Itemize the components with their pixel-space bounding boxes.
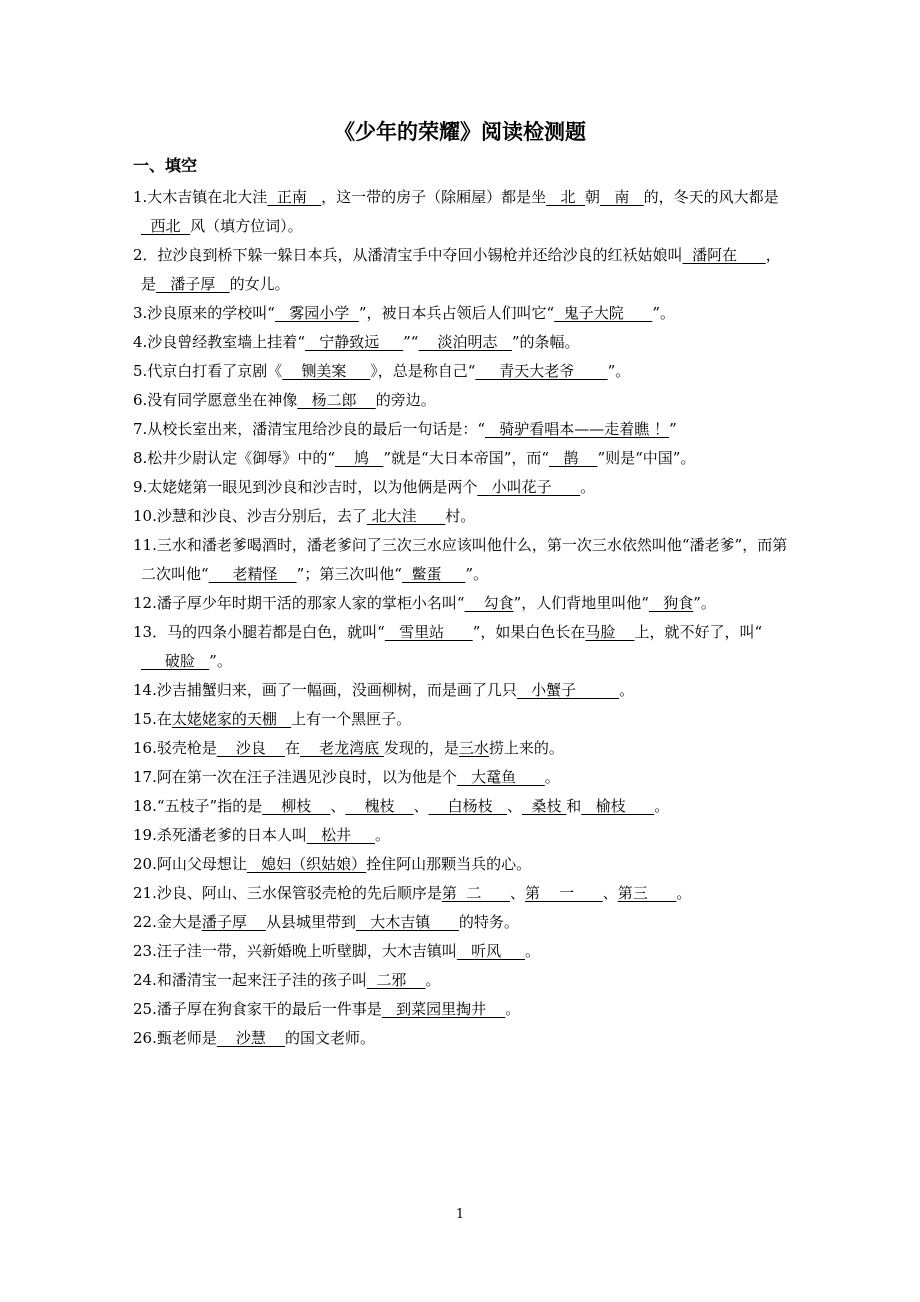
question-text: ”。 <box>209 652 232 670</box>
question-text: 3.沙良原来的学校叫“ <box>133 304 275 322</box>
answer-blank: 潘子厚 <box>156 275 230 293</box>
question-text: 26.甄老师是 <box>133 1029 217 1047</box>
question-text: 的女儿。 <box>229 275 290 293</box>
question-item <box>133 908 793 937</box>
question-text: ”，被日本兵占领后人们叫它“ <box>358 304 555 322</box>
answer-blank: 宁静致远 <box>304 333 404 351</box>
question-item <box>133 502 793 531</box>
question-item <box>133 821 793 850</box>
answer-blank: 杨二郎 <box>297 391 376 409</box>
question-text: 24.和潘清宝一起来汪子洼的孩子叫 <box>133 971 367 989</box>
question-text: 8.松井少尉认定《御辱》中的“ <box>133 449 335 467</box>
answer-blank: 柳枝 <box>262 797 331 815</box>
answer-blank: 大鼋鱼 <box>456 768 545 786</box>
question-text: ，这一带的房子（除厢屋）都是坐 <box>321 188 547 206</box>
answer-blank: 雪里站 <box>384 623 473 641</box>
answer-blank: 沙慧 <box>216 1029 286 1047</box>
question-text: 11.三水和潘老爹喝酒时，潘老爹问了三次三水应该叫他什么，第一次三水依然叫他“潘老爹”，而第二次叫他“ <box>133 536 788 583</box>
question-text: 拴住阿山那颗当兵的心。 <box>366 855 532 873</box>
answer-blank: 沙良 <box>216 739 286 757</box>
question-item <box>133 734 793 763</box>
question-text: 10.沙慧和沙良、沙吉分别后，去了 <box>133 507 367 525</box>
question-text: 。 <box>676 884 692 902</box>
question-text: 上有一个黑匣子。 <box>291 710 412 728</box>
answer-blank: 勾食 <box>464 594 514 612</box>
question-text: ”，如果白色长在 <box>472 623 586 641</box>
answer-blank: 第 一 <box>525 884 603 902</box>
question-text: 、 <box>330 797 346 815</box>
question-text: 上，就不好了，叫“ <box>634 623 763 641</box>
question-item <box>133 879 793 908</box>
question-item <box>133 589 793 618</box>
answer-blank: 雾园小学 <box>274 304 359 322</box>
question-text: ”就是“大日本帝国”，而“ <box>383 449 550 467</box>
answer-blank: 鬼子大院 <box>554 304 653 322</box>
question-text: 、 <box>602 884 618 902</box>
question-item <box>133 241 793 299</box>
question-text: ”，人们背地里叫他“ <box>513 594 649 612</box>
question-text: 13．马的四条小腿若都是白色，就叫“ <box>133 623 385 641</box>
question-item <box>133 357 793 386</box>
answer-blank: 南 <box>600 188 644 206</box>
answer-blank: 青天大老爷 <box>475 362 608 380</box>
question-text: 朝 <box>585 188 601 206</box>
question-text: 18.“五枝子”指的是 <box>133 797 263 815</box>
answer-blank: 榆枝 <box>581 797 655 815</box>
question-text: 捞上来的。 <box>488 739 564 757</box>
question-text: 在 <box>285 739 301 757</box>
answer-blank: 二邪 <box>366 971 426 989</box>
question-text: 2．拉沙良到桥下躲一躲日本兵，从潘清宝手中夺回小锡枪并还给沙良的红袄姑娘叫 <box>133 246 683 264</box>
answer-blank: 正南 <box>267 188 322 206</box>
answer-blank: 马脸 <box>585 623 635 641</box>
question-text: 的国文老师。 <box>285 1029 376 1047</box>
question-text: 12.潘子厚少年时期干活的那家人家的掌柜小名叫“ <box>133 594 465 612</box>
question-item <box>133 183 793 241</box>
answer-blank: 桑枝 <box>521 797 567 815</box>
question-item <box>133 966 793 995</box>
question-text: 风（填方位词）。 <box>190 217 303 235</box>
answer-blank: 第 二 <box>441 884 511 902</box>
question-text: 16.驳壳枪是 <box>133 739 217 757</box>
answer-blank: 三水 <box>458 739 489 757</box>
question-text: 的旁边。 <box>375 391 436 409</box>
section-heading: 一、填空 <box>133 156 198 175</box>
answer-blank: 骑驴看唱本——走着瞧 ！ <box>484 420 670 438</box>
question-text: 1.大木吉镇在北大洼 <box>133 188 268 206</box>
answer-blank: 老精怪 <box>208 565 297 583</box>
question-list <box>133 183 793 1053</box>
question-text: 的特务。 <box>458 913 519 931</box>
question-text: ，是 <box>141 246 781 293</box>
question-item <box>133 676 793 705</box>
question-text: 。 <box>544 768 560 786</box>
question-text: 从县城里带到 <box>265 913 356 931</box>
question-item <box>133 763 793 792</box>
answer-blank: 淡泊明志 <box>418 333 512 351</box>
question-text: 发现的，是 <box>383 739 459 757</box>
question-item <box>133 531 793 589</box>
answer-blank: 大木吉镇 <box>355 913 459 931</box>
question-text: ”。 <box>693 594 716 612</box>
question-text: 20.阿山父母想让 <box>133 855 247 873</box>
question-text: ” <box>669 420 677 438</box>
question-item <box>133 386 793 415</box>
question-item <box>133 299 793 328</box>
question-text: ”。 <box>652 304 675 322</box>
question-text: 22.金大是 <box>133 913 202 931</box>
document-title: 《少年的荣耀》阅读检测题 <box>334 120 586 144</box>
question-item <box>133 792 793 821</box>
answer-blank: 破脸 <box>141 652 210 670</box>
question-text: 6.没有同学愿意坐在神像 <box>133 391 298 409</box>
question-text: ”。 <box>465 565 488 583</box>
answer-blank: 槐枝 <box>345 797 414 815</box>
question-item <box>133 618 793 676</box>
question-text: 。 <box>425 971 441 989</box>
question-text: 15.在 <box>133 710 172 728</box>
answer-blank: 听风 <box>456 942 526 960</box>
question-item <box>133 995 793 1024</box>
question-item <box>133 1024 793 1053</box>
question-text: 。 <box>654 797 670 815</box>
question-text: 4.沙良曾经教室墙上挂着“ <box>133 333 305 351</box>
answer-blank: 老龙湾底 <box>300 739 384 757</box>
question-text: 、 <box>510 884 526 902</box>
question-text: 、 <box>506 797 522 815</box>
question-text: ”“ <box>403 333 419 351</box>
answer-blank: 松井 <box>306 826 376 844</box>
answer-blank: 鸠 <box>334 449 384 467</box>
answer-blank: 狗食 <box>648 594 694 612</box>
question-text: ”则是“中国”。 <box>597 449 696 467</box>
question-item <box>133 850 793 879</box>
answer-blank: 北 <box>546 188 586 206</box>
answer-blank: 北大洼 <box>366 507 446 525</box>
page-number: 1 <box>455 1207 465 1222</box>
answer-blank: 潘子厚 <box>201 913 266 931</box>
question-text: 、 <box>413 797 429 815</box>
answer-blank: 太姥姥家的天棚 <box>171 710 292 728</box>
question-item <box>133 415 793 444</box>
question-text: ”的条幅。 <box>511 333 580 351</box>
question-item <box>133 444 793 473</box>
question-text: 5.代京白打看了京剧《 <box>133 362 283 380</box>
answer-blank: 小叫花子 <box>477 478 581 496</box>
question-text: ”；第三次叫他“ <box>296 565 402 583</box>
question-text: 19.杀死潘老爹的日本人叫 <box>133 826 307 844</box>
answer-blank: 小蟹子 <box>516 681 620 699</box>
question-text: 的，冬天的风大都是 <box>643 188 779 206</box>
question-item <box>133 705 793 734</box>
question-item <box>133 473 793 502</box>
answer-blank: 潘阿在 <box>682 246 766 264</box>
question-text: 21.沙良、阿山、三水保管驳壳枪的先后顺序是 <box>133 884 442 902</box>
question-item <box>133 328 793 357</box>
question-text: 和 <box>566 797 582 815</box>
question-text: ”。 <box>607 362 631 380</box>
question-text: 23.汪子洼一带，兴新婚晚上听壁脚，大木吉镇叫 <box>133 942 457 960</box>
question-text: 村。 <box>445 507 476 525</box>
answer-blank: 到菜园里掏井 <box>381 1000 506 1018</box>
answer-blank: 白杨枝 <box>428 797 507 815</box>
question-text: 。 <box>505 1000 521 1018</box>
answer-blank: 第三 <box>617 884 677 902</box>
answer-blank: 鹊 <box>549 449 598 467</box>
answer-blank: 鳖蛋 <box>401 565 466 583</box>
question-text: 9.太姥姥第一眼见到沙良和沙吉时，以为他俩是两个 <box>133 478 478 496</box>
question-text: 。 <box>580 478 596 496</box>
answer-blank: 媳妇（织姑娘） <box>246 855 367 873</box>
question-text: 》，总是称自己“ <box>370 362 476 380</box>
question-text: 7.从校长室出来，潘清宝甩给沙良的最后一句话是：“ <box>133 420 485 438</box>
question-item <box>133 937 793 966</box>
question-text: 14.沙吉捕蟹归来，画了一幅画，没画柳树，而是画了几只 <box>133 681 517 699</box>
question-text: 25.潘子厚在狗食家干的最后一件事是 <box>133 1000 382 1018</box>
question-text: 。 <box>619 681 635 699</box>
question-text: 。 <box>525 942 541 960</box>
answer-blank: 铡美案 <box>282 362 371 380</box>
answer-blank: 西北 <box>141 217 191 235</box>
question-text: 。 <box>375 826 391 844</box>
question-text: 17.阿在第一次在汪子洼遇见沙良时，以为他是个 <box>133 768 457 786</box>
